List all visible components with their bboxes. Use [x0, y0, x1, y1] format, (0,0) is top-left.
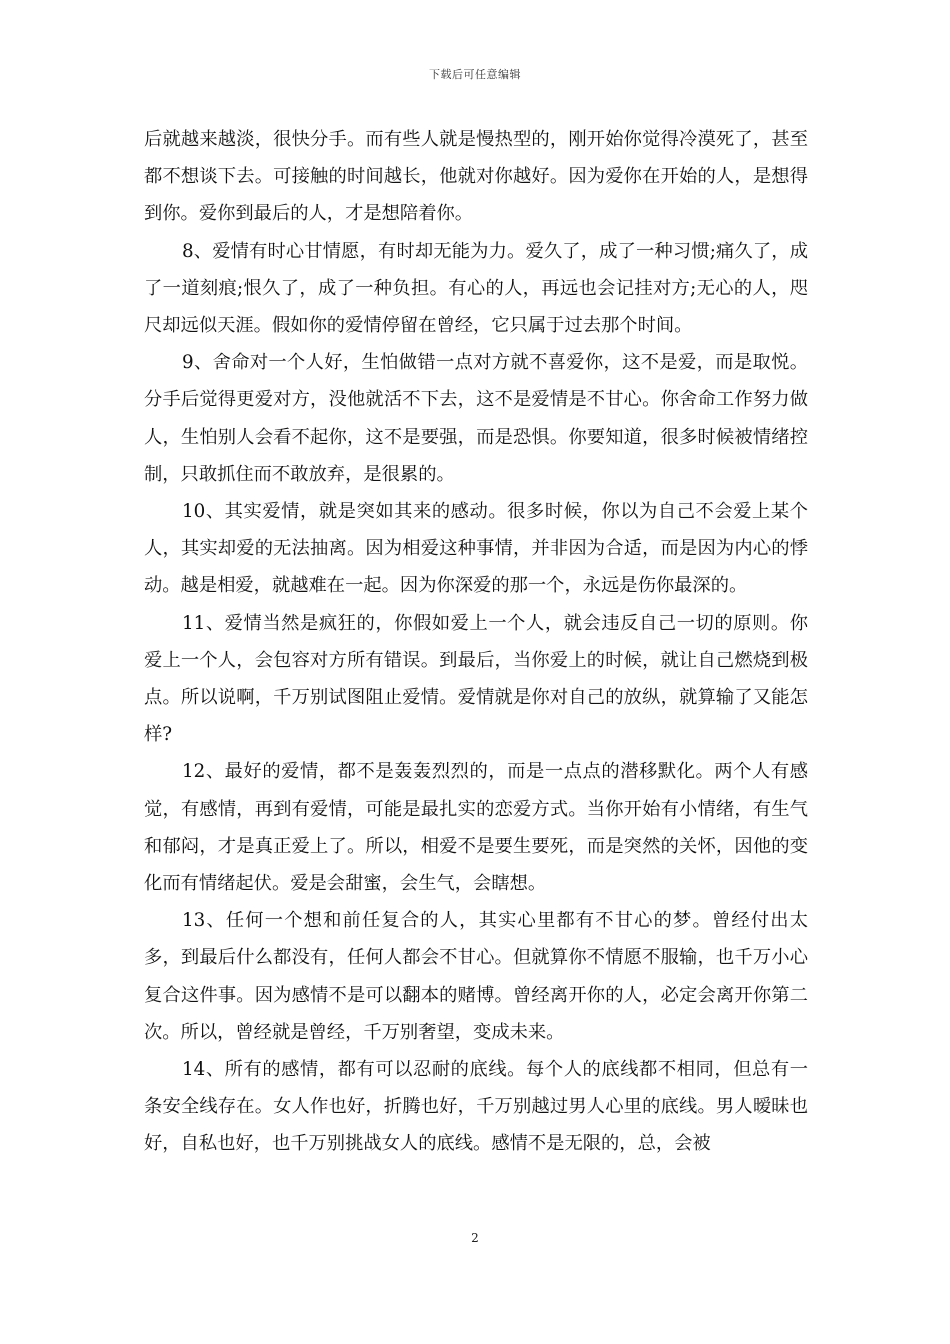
paragraph-item-12: 12、最好的爱情，都不是轰轰烈烈的，而是一点点的潜移默化。两个人有感觉，有感情，再到有爱情，可能是最扎实的恋爱方式。当你开始有小情绪，有生气和郁闷，才是真正爱上了。所以，相爱不是要生要死，而是突然的关怀，因他的变化而有情绪起伏。爱是会甜蜜，会生气，会瞎想。: [144, 761, 808, 895]
page-number: 2: [471, 1231, 479, 1245]
paragraph-continuation: 后就越来越淡，很快分手。而有些人就是慢热型的，刚开始你觉得冷漠死了，甚至都不想谈下去。可接触的时间越长，他就对你越好。因为爱你在开始的人，是想得到你。爱你到最后的人，才是想陪着你。: [144, 129, 808, 225]
paragraph-item-9: 9、舍命对一个人好，生怕做错一点对方就不喜爱你，这不是爱，而是取悦。分手后觉得更爱对方，没他就活不下去，这不是爱情是不甘心。你舍命工作努力做人，生怕别人会看不起你，这不是要强，而是恐惧。你要知道，很多时候被情绪控制，只敢抓住而不敢放弃，是很累的。: [144, 352, 808, 485]
page-body: [144, 121, 808, 1163]
paragraph-item-8: 8、爱情有时心甘情愿，有时却无能为力。爱久了，成了一种习惯;痛久了，成了一道刻痕;恨久了，成了一种负担。有心的人，再远也会记挂对方;无心的人，咫尺却远似天涯。假如你的爱情停留在曾经，它只属于过去那个时间。: [144, 240, 808, 337]
paragraph-item-10: 10、其实爱情，就是突如其来的感动。很多时候，你以为自己不会爱上某个人，其实却爱的无法抽离。因为相爱这种事情，并非因为合适，而是因为内心的悸动。越是相爱，就越难在一起。因为你深爱的那一个，永远是伤你最深的。: [144, 501, 808, 597]
page-header: 下载后可任意编辑: [429, 68, 521, 81]
paragraph-item-13: 13、任何一个想和前任复合的人，其实心里都有不甘心的梦。曾经付出太多，到最后什么都没有，任何人都会不甘心。但就算你不情愿不服输，也千万小心复合这件事。因为感情不是可以翻本的赌博。曾经离开你的人，必定会离开你第二次。所以，曾经就是曾经，千万别奢望，变成未来。: [144, 910, 808, 1043]
paragraph-item-14: 14、所有的感情，都有可以忍耐的底线。每个人的底线都不相同，但总有一条安全线存在。女人作也好，折腾也好，千万别越过男人心里的底线。男人暧昧也好，自私也好，也千万别挑战女人的底线。感情不是无限的，总，会被: [144, 1059, 808, 1155]
paragraph-item-11: 11、爱情当然是疯狂的，你假如爱上一个人，就会违反自己一切的原则。你爱上一个人，会包容对方所有错误。到最后，当你爱上的时候，就让自己燃烧到极点。所以说啊，千万别试图阻止爱情。爱情就是你对自己的放纵，就算输了又能怎样?: [144, 612, 808, 746]
